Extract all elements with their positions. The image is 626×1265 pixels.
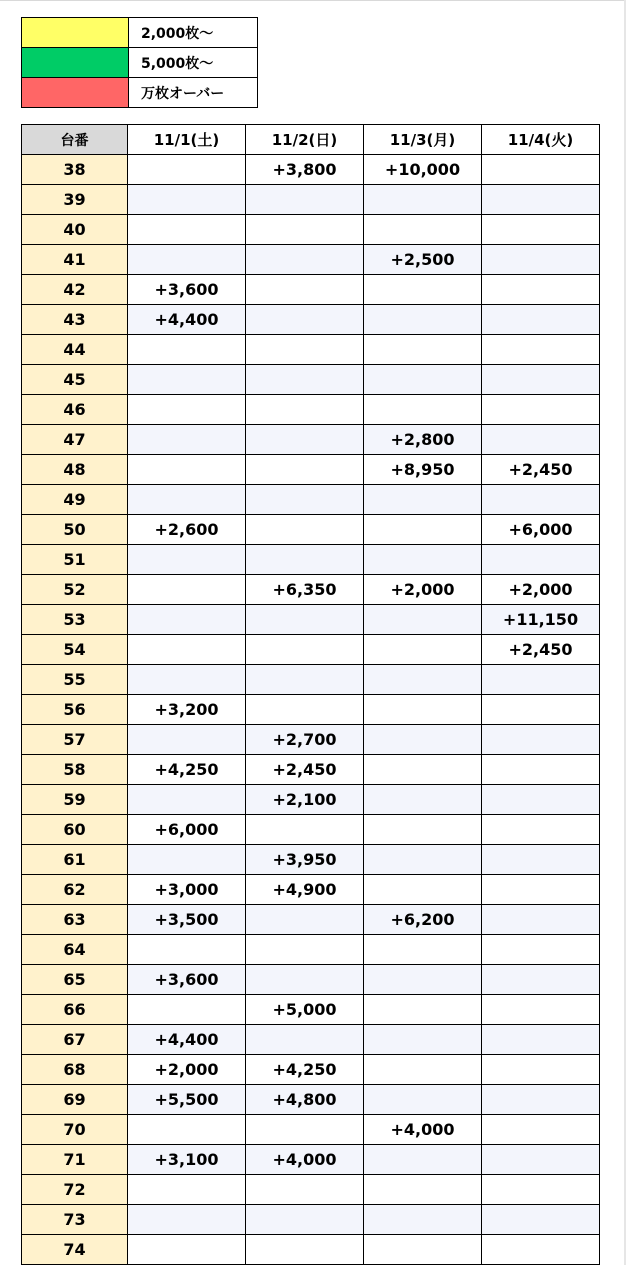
- result-cell: [246, 1175, 364, 1205]
- result-cell: [246, 275, 364, 305]
- result-cell: [482, 185, 600, 215]
- result-cell: [246, 1235, 364, 1265]
- result-cell: [482, 755, 600, 785]
- date-header-4: 11/4(火): [482, 125, 600, 155]
- machine-number: 38: [22, 155, 128, 185]
- result-cell: [128, 1235, 246, 1265]
- table-row: [22, 305, 600, 335]
- table-row: [22, 455, 600, 485]
- result-cell: +4,400: [128, 1025, 246, 1055]
- result-cell: [246, 1205, 364, 1235]
- result-cell: [128, 605, 246, 635]
- table-row: [22, 245, 600, 275]
- result-cell: [246, 635, 364, 665]
- result-cell: [364, 875, 482, 905]
- legend-swatch: [22, 48, 129, 78]
- result-cell: +10,000: [364, 155, 482, 185]
- machine-number: 43: [22, 305, 128, 335]
- machine-number: 50: [22, 515, 128, 545]
- result-cell: [128, 545, 246, 575]
- result-cell: [364, 1145, 482, 1175]
- result-cell: [364, 305, 482, 335]
- result-cell: [364, 1235, 482, 1265]
- table-row: [22, 425, 600, 455]
- table-row: [22, 935, 600, 965]
- result-cell: +2,100: [246, 785, 364, 815]
- machine-number: 41: [22, 245, 128, 275]
- result-cell: [482, 1205, 600, 1235]
- result-cell: +3,100: [128, 1145, 246, 1175]
- machine-number: 51: [22, 545, 128, 575]
- result-cell: [364, 1055, 482, 1085]
- machine-number: 47: [22, 425, 128, 455]
- table-row: [22, 275, 600, 305]
- result-cell: [482, 965, 600, 995]
- result-cell: [482, 335, 600, 365]
- result-cell: [128, 365, 246, 395]
- result-cell: [246, 815, 364, 845]
- result-cell: [364, 275, 482, 305]
- result-cell: [364, 515, 482, 545]
- machine-number-header: 台番: [22, 125, 128, 155]
- table-row: [22, 515, 600, 545]
- result-cell: +5,500: [128, 1085, 246, 1115]
- result-cell: +3,200: [128, 695, 246, 725]
- color-legend: [21, 17, 258, 108]
- result-cell: +2,450: [246, 755, 364, 785]
- result-cell: [364, 635, 482, 665]
- machine-number: 65: [22, 965, 128, 995]
- result-cell: +2,450: [482, 455, 600, 485]
- result-cell: [128, 725, 246, 755]
- machine-number: 69: [22, 1085, 128, 1115]
- table-row: [22, 1175, 600, 1205]
- result-cell: [364, 215, 482, 245]
- result-cell: [128, 155, 246, 185]
- result-cell: +4,800: [246, 1085, 364, 1115]
- table-row: [22, 905, 600, 935]
- result-cell: [364, 1025, 482, 1055]
- result-cell: [128, 245, 246, 275]
- result-cell: [246, 395, 364, 425]
- result-cell: +11,150: [482, 605, 600, 635]
- machine-number: 39: [22, 185, 128, 215]
- result-cell: [246, 665, 364, 695]
- table-row: [22, 785, 600, 815]
- result-cell: [128, 575, 246, 605]
- results-table: [21, 124, 600, 1265]
- table-row: [22, 755, 600, 785]
- result-cell: [364, 1205, 482, 1235]
- result-cell: +6,000: [482, 515, 600, 545]
- result-cell: [246, 515, 364, 545]
- result-cell: [482, 845, 600, 875]
- machine-number: 42: [22, 275, 128, 305]
- date-header-1: 11/1(土): [128, 125, 246, 155]
- result-cell: [246, 1025, 364, 1055]
- top-divider: [0, 0, 626, 1]
- result-cell: [364, 365, 482, 395]
- result-cell: [482, 725, 600, 755]
- table-row: [22, 1235, 600, 1265]
- result-cell: [364, 605, 482, 635]
- table-row: [22, 155, 600, 185]
- machine-number: 64: [22, 935, 128, 965]
- machine-number: 71: [22, 1145, 128, 1175]
- result-cell: [246, 305, 364, 335]
- result-cell: [482, 485, 600, 515]
- legend-row: [22, 78, 258, 108]
- table-row: [22, 725, 600, 755]
- machine-number: 40: [22, 215, 128, 245]
- result-cell: [482, 1025, 600, 1055]
- result-cell: +4,250: [128, 755, 246, 785]
- result-cell: [364, 545, 482, 575]
- machine-number: 53: [22, 605, 128, 635]
- table-row: [22, 365, 600, 395]
- result-cell: [246, 215, 364, 245]
- result-cell: [128, 1205, 246, 1235]
- result-cell: [246, 545, 364, 575]
- result-cell: [246, 245, 364, 275]
- result-cell: +3,600: [128, 275, 246, 305]
- result-cell: [246, 365, 364, 395]
- header-row: [22, 125, 600, 155]
- table-row: [22, 545, 600, 575]
- table-row: [22, 485, 600, 515]
- result-cell: [246, 185, 364, 215]
- result-cell: +2,450: [482, 635, 600, 665]
- result-cell: [128, 425, 246, 455]
- machine-number: 74: [22, 1235, 128, 1265]
- legend-row: [22, 18, 258, 48]
- result-cell: [482, 905, 600, 935]
- machine-number: 59: [22, 785, 128, 815]
- table-row: [22, 215, 600, 245]
- result-cell: [482, 545, 600, 575]
- result-cell: [364, 1175, 482, 1205]
- result-cell: [364, 755, 482, 785]
- result-cell: [246, 965, 364, 995]
- result-cell: +4,400: [128, 305, 246, 335]
- result-cell: [364, 725, 482, 755]
- result-cell: [482, 665, 600, 695]
- result-cell: +4,900: [246, 875, 364, 905]
- result-cell: [482, 995, 600, 1025]
- result-cell: [482, 815, 600, 845]
- machine-number: 60: [22, 815, 128, 845]
- result-cell: [482, 875, 600, 905]
- table-row: [22, 695, 600, 725]
- result-cell: [246, 605, 364, 635]
- result-cell: +5,000: [246, 995, 364, 1025]
- result-cell: +2,500: [364, 245, 482, 275]
- machine-number: 58: [22, 755, 128, 785]
- result-cell: +2,000: [364, 575, 482, 605]
- machine-number: 68: [22, 1055, 128, 1085]
- machine-number: 66: [22, 995, 128, 1025]
- result-cell: [128, 395, 246, 425]
- result-cell: [482, 1145, 600, 1175]
- machine-number: 67: [22, 1025, 128, 1055]
- result-cell: [364, 1085, 482, 1115]
- table-row: [22, 875, 600, 905]
- result-cell: [128, 185, 246, 215]
- result-cell: [482, 1085, 600, 1115]
- machine-number: 46: [22, 395, 128, 425]
- table-row: [22, 1055, 600, 1085]
- result-cell: [128, 455, 246, 485]
- machine-number: 44: [22, 335, 128, 365]
- result-cell: [246, 425, 364, 455]
- table-row: [22, 815, 600, 845]
- result-cell: [364, 935, 482, 965]
- legend-label: 2,000枚～: [129, 18, 258, 48]
- result-cell: +6,200: [364, 905, 482, 935]
- table-row: [22, 845, 600, 875]
- result-cell: +3,500: [128, 905, 246, 935]
- result-cell: [246, 695, 364, 725]
- result-cell: +4,000: [364, 1115, 482, 1145]
- table-row: [22, 1115, 600, 1145]
- result-cell: [246, 935, 364, 965]
- result-cell: [482, 245, 600, 275]
- result-cell: [246, 335, 364, 365]
- result-cell: [364, 185, 482, 215]
- result-cell: [364, 335, 482, 365]
- result-cell: [482, 425, 600, 455]
- legend-swatch: [22, 18, 129, 48]
- result-cell: [246, 485, 364, 515]
- result-cell: +3,600: [128, 965, 246, 995]
- result-cell: +4,250: [246, 1055, 364, 1085]
- result-cell: [128, 335, 246, 365]
- table-row: [22, 335, 600, 365]
- result-cell: +3,800: [246, 155, 364, 185]
- result-cell: [482, 155, 600, 185]
- table-row: [22, 1205, 600, 1235]
- result-cell: [482, 365, 600, 395]
- result-cell: [128, 1115, 246, 1145]
- result-cell: +3,950: [246, 845, 364, 875]
- result-cell: [482, 305, 600, 335]
- result-cell: [482, 935, 600, 965]
- machine-number: 70: [22, 1115, 128, 1145]
- result-cell: [482, 215, 600, 245]
- machine-number: 49: [22, 485, 128, 515]
- result-cell: [482, 1235, 600, 1265]
- result-cell: [128, 485, 246, 515]
- legend-label: 万枚オーバー: [129, 78, 258, 108]
- table-row: [22, 395, 600, 425]
- result-cell: [364, 485, 482, 515]
- result-cell: [246, 1115, 364, 1145]
- legend-row: [22, 48, 258, 78]
- date-header-2: 11/2(日): [246, 125, 364, 155]
- legend-swatch: [22, 78, 129, 108]
- result-cell: +2,600: [128, 515, 246, 545]
- result-cell: +2,800: [364, 425, 482, 455]
- result-cell: [482, 395, 600, 425]
- table-row: [22, 1145, 600, 1175]
- result-cell: [246, 905, 364, 935]
- result-cell: [128, 845, 246, 875]
- result-cell: [364, 665, 482, 695]
- result-cell: [364, 695, 482, 725]
- result-cell: [128, 635, 246, 665]
- machine-number: 63: [22, 905, 128, 935]
- table-row: [22, 665, 600, 695]
- result-cell: [246, 455, 364, 485]
- result-cell: [364, 815, 482, 845]
- machine-number: 61: [22, 845, 128, 875]
- result-cell: [364, 785, 482, 815]
- result-cell: +2,700: [246, 725, 364, 755]
- result-cell: [482, 785, 600, 815]
- table-row: [22, 605, 600, 635]
- result-cell: +4,000: [246, 1145, 364, 1175]
- result-cell: +3,000: [128, 875, 246, 905]
- result-cell: [364, 395, 482, 425]
- result-cell: [128, 995, 246, 1025]
- machine-number: 45: [22, 365, 128, 395]
- legend-label: 5,000枚～: [129, 48, 258, 78]
- table-row: [22, 965, 600, 995]
- result-cell: +2,000: [128, 1055, 246, 1085]
- result-cell: +6,350: [246, 575, 364, 605]
- machine-number: 73: [22, 1205, 128, 1235]
- result-cell: [128, 1175, 246, 1205]
- machine-number: 54: [22, 635, 128, 665]
- table-row: [22, 1025, 600, 1055]
- result-cell: [128, 665, 246, 695]
- result-cell: [482, 275, 600, 305]
- result-cell: [482, 1055, 600, 1085]
- result-cell: +8,950: [364, 455, 482, 485]
- machine-number: 57: [22, 725, 128, 755]
- result-cell: [128, 215, 246, 245]
- result-cell: [364, 965, 482, 995]
- date-header-3: 11/3(月): [364, 125, 482, 155]
- table-row: [22, 575, 600, 605]
- table-row: [22, 635, 600, 665]
- result-cell: +6,000: [128, 815, 246, 845]
- result-cell: [128, 935, 246, 965]
- machine-number: 52: [22, 575, 128, 605]
- machine-number: 72: [22, 1175, 128, 1205]
- table-row: [22, 995, 600, 1025]
- machine-number: 48: [22, 455, 128, 485]
- result-cell: [482, 1115, 600, 1145]
- result-cell: [482, 695, 600, 725]
- machine-number: 56: [22, 695, 128, 725]
- table-row: [22, 185, 600, 215]
- machine-number: 62: [22, 875, 128, 905]
- machine-number: 55: [22, 665, 128, 695]
- result-cell: +2,000: [482, 575, 600, 605]
- table-row: [22, 1085, 600, 1115]
- result-cell: [482, 1175, 600, 1205]
- result-cell: [364, 995, 482, 1025]
- result-cell: [128, 785, 246, 815]
- result-cell: [364, 845, 482, 875]
